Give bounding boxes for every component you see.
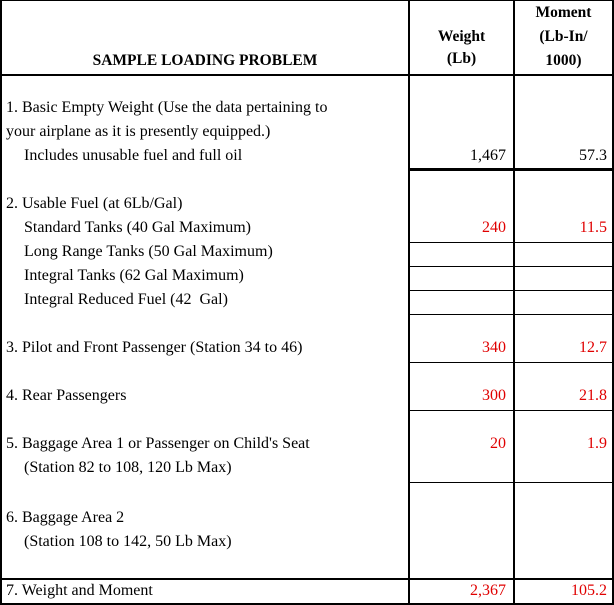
rear-passengers-label: 4. Rear Passengers — [6, 387, 127, 404]
rear-passengers-moment: 21.8 — [579, 387, 607, 404]
row-line — [408, 168, 614, 171]
standard-tanks-weight: 240 — [482, 219, 506, 236]
pilot-front-passenger-weight: 340 — [482, 339, 506, 356]
weight-header-line2: (Lb) — [446, 50, 477, 67]
column-divider-weight — [408, 0, 410, 605]
basic-empty-weight-label-2: your airplane as it is presently equipped.) — [6, 123, 271, 140]
basic-empty-weight-label-3: Includes unusable fuel and full oil — [24, 147, 243, 164]
standard-tanks-moment: 11.5 — [579, 219, 607, 236]
basic-empty-moment-value: 57.3 — [579, 147, 607, 164]
standard-tanks-label: Standard Tanks (40 Gal Maximum) — [24, 219, 251, 236]
baggage-area-1-label-2: (Station 82 to 108, 120 Lb Max) — [24, 459, 232, 476]
moment-header-line2: (Lb-In/ — [539, 28, 588, 45]
baggage-area-2-label-2: (Station 108 to 142, 50 Lb Max) — [24, 533, 232, 550]
pilot-front-passenger-moment: 12.7 — [579, 339, 607, 356]
pilot-front-passenger-label: 3. Pilot and Front Passenger (Station 34 to 46) — [6, 339, 303, 356]
long-range-tanks-label: Long Range Tanks (50 Gal Maximum) — [24, 243, 273, 260]
weight-header-line1: Weight — [437, 28, 486, 45]
table-border-top — [0, 0, 614, 1]
baggage-area-1-weight: 20 — [490, 435, 506, 452]
weight-and-moment-label: 7. Weight and Moment — [6, 582, 153, 599]
row-line — [408, 266, 614, 267]
total-moment-value: 105.2 — [571, 582, 607, 599]
baggage-area-1-label-1: 5. Baggage Area 1 or Passenger on Child's Seat — [6, 435, 310, 452]
basic-empty-weight-value: 1,467 — [470, 147, 506, 164]
moment-header-line1: Moment — [535, 4, 592, 21]
rear-passengers-weight: 300 — [482, 387, 506, 404]
basic-empty-weight-label-1: 1. Basic Empty Weight (Use the data pertaining to — [6, 99, 328, 116]
baggage-area-1-moment: 1.9 — [587, 435, 607, 452]
row-line — [408, 242, 614, 243]
row-line — [408, 314, 614, 315]
header-divider — [0, 74, 614, 76]
baggage-area-2-label-1: 6. Baggage Area 2 — [6, 509, 125, 526]
table-border-left — [0, 0, 2, 605]
usable-fuel-label: 2. Usable Fuel (at 6Lb/Gal) — [6, 195, 183, 212]
integral-reduced-fuel-label: Integral Reduced Fuel (42 Gal) — [24, 291, 228, 308]
moment-header-line3: 1000) — [545, 52, 582, 69]
integral-tanks-label: Integral Tanks (62 Gal Maximum) — [24, 267, 244, 284]
table-title: SAMPLE LOADING PROBLEM — [92, 52, 318, 69]
row-line — [408, 482, 614, 483]
row-line — [408, 362, 614, 363]
row-line — [408, 410, 614, 411]
row-line — [408, 290, 614, 291]
column-divider-moment — [513, 0, 515, 605]
total-weight-value: 2,367 — [470, 582, 506, 599]
